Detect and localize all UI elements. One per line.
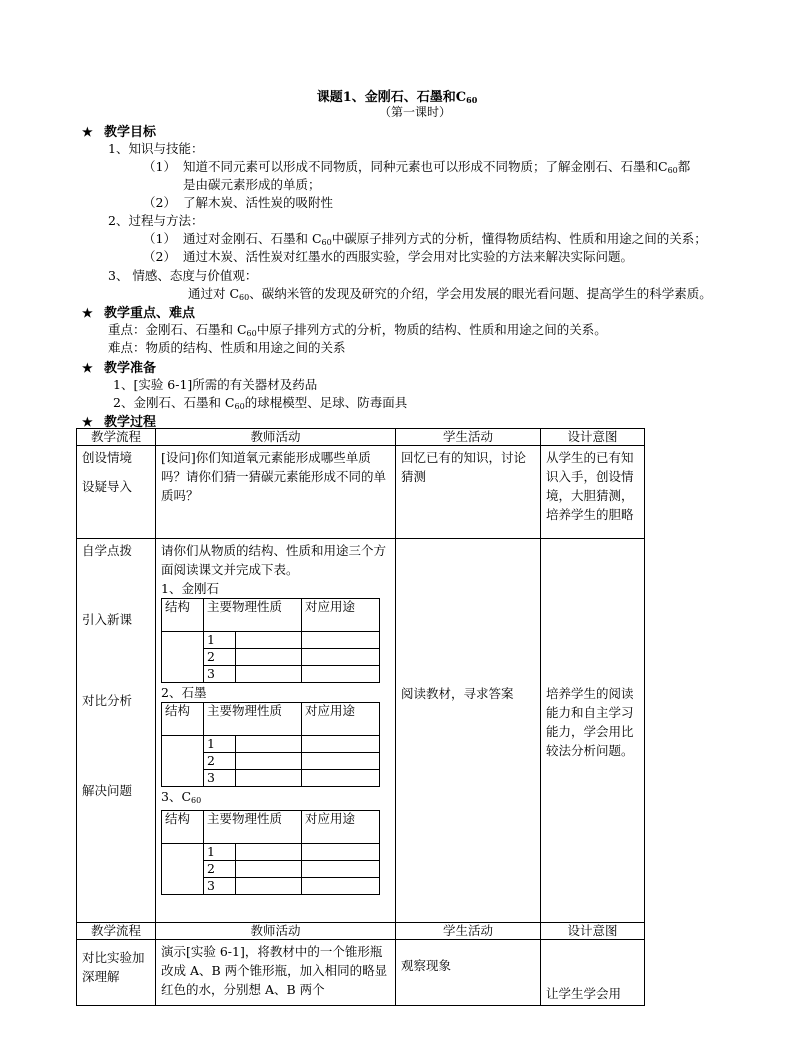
header-flow: 教学流程 bbox=[77, 429, 156, 446]
inner-cell bbox=[162, 632, 204, 683]
inner-cell bbox=[236, 753, 302, 770]
goal-p1-num: （1） bbox=[143, 231, 176, 246]
inner-cell bbox=[236, 632, 302, 649]
goal-p1-text: 通过对金刚石、石墨和 $C_{60}$中碳原子排列方式的分析，懂得物质结构、性质和用途之间的关系； bbox=[183, 231, 707, 247]
header-teacher: 教师活动 bbox=[156, 923, 396, 940]
inner-num: 3 bbox=[204, 878, 236, 895]
flow-label: 设疑导入 bbox=[82, 479, 133, 494]
c60-table bbox=[161, 810, 380, 895]
inner-cell bbox=[302, 666, 380, 683]
prep-item-1: 1、[实验 6-1]所需的有关器材及药品 bbox=[113, 377, 318, 392]
inner-head-property: 主要物理性质 bbox=[204, 703, 302, 736]
teacher-cell: [设问]你们知道氧元素能形成哪些单质吗？请你们猜一猜碳元素能形成不同的单质吗？ bbox=[156, 446, 396, 539]
inner-cell bbox=[236, 736, 302, 753]
graphite-label: 2、石墨 bbox=[161, 685, 207, 700]
goal-k2-num: （2） bbox=[143, 195, 176, 210]
inner-cell bbox=[236, 666, 302, 683]
inner-cell bbox=[302, 736, 380, 753]
graphite-table bbox=[161, 702, 380, 787]
inner-num: 3 bbox=[204, 666, 236, 683]
header-teacher: 教师活动 bbox=[156, 429, 396, 446]
goal-k1-num: （1） bbox=[143, 159, 176, 174]
student-cell bbox=[396, 940, 541, 1006]
inner-cell bbox=[236, 649, 302, 666]
header-intent: 设计意图 bbox=[541, 923, 645, 940]
inner-cell bbox=[302, 861, 380, 878]
student-cell bbox=[396, 539, 541, 923]
header-intent: 设计意图 bbox=[541, 429, 645, 446]
goal-k1-text: 知道不同元素可以形成不同物质，同种元素也可以形成不同物质；了解金刚石、石墨和$C_{60}$都 bbox=[183, 159, 691, 175]
inner-head-use: 对应用途 bbox=[302, 811, 380, 844]
table-header-row bbox=[77, 923, 645, 940]
inner-cell bbox=[236, 844, 302, 861]
table-row bbox=[77, 446, 645, 539]
header-student: 学生活动 bbox=[396, 923, 541, 940]
prep-item-2: 2、金刚石、石墨和 $C_{60}$的球棍模型、足球、防毒面具 bbox=[113, 395, 408, 411]
section-process: ★ 教学过程 bbox=[82, 415, 157, 430]
section-key: ★ 教学重点、难点 bbox=[82, 306, 196, 321]
inner-num: 1 bbox=[204, 844, 236, 861]
section-prep: ★ 教学准备 bbox=[82, 361, 157, 376]
header-flow: 教学流程 bbox=[77, 923, 156, 940]
flow-cell bbox=[77, 539, 156, 923]
flow-label: 引入新课 bbox=[82, 612, 133, 627]
inner-cell bbox=[302, 844, 380, 861]
teacher-cell: 演示[实验 6-1]，将教材中的一个锥形瓶改成 A、B 两个锥形瓶，加入相同的略显红色的水，分别想 A、B 两个 bbox=[156, 940, 396, 1006]
star-icon: ★ bbox=[82, 125, 93, 139]
inner-head-structure: 结构 bbox=[162, 703, 204, 736]
page-title: 课题1、金刚石、石墨和$C_{60}$ bbox=[316, 90, 478, 105]
inner-cell bbox=[162, 844, 204, 895]
intent-cell: 从学生的已有知识入手，创设情境，大胆猜测，培养学生的胆略 bbox=[541, 446, 645, 539]
header-student: 学生活动 bbox=[396, 429, 541, 446]
inner-cell bbox=[302, 632, 380, 649]
page-subtitle: （第一课时） bbox=[378, 105, 451, 119]
student-text: 阅读教材，寻求答案 bbox=[401, 686, 514, 701]
inner-head-structure: 结构 bbox=[162, 599, 204, 632]
inner-num: 1 bbox=[204, 736, 236, 753]
goal-attitude: 3、 情感、态度与价值观： bbox=[108, 268, 258, 283]
table-row bbox=[77, 539, 645, 923]
goal-attitude-text: 通过对 $C_{60}$、碳纳米管的发现及研究的介绍，学会用发展的眼光看问题、提高学生的科学素质。 bbox=[188, 286, 712, 302]
inner-head-property: 主要物理性质 bbox=[204, 811, 302, 844]
star-icon: ★ bbox=[82, 415, 93, 429]
inner-num: 2 bbox=[204, 861, 236, 878]
goal-p2-num: （2） bbox=[143, 249, 176, 264]
inner-head-use: 对应用途 bbox=[302, 599, 380, 632]
flow-cell bbox=[77, 446, 156, 539]
inner-cell bbox=[302, 770, 380, 787]
flow-label: 解决问题 bbox=[82, 783, 133, 798]
star-icon: ★ bbox=[82, 306, 93, 320]
student-text: 观察现象 bbox=[401, 958, 452, 973]
inner-num: 3 bbox=[204, 770, 236, 787]
inner-cell bbox=[236, 878, 302, 895]
flow-cell bbox=[77, 940, 156, 1006]
inner-head-structure: 结构 bbox=[162, 811, 204, 844]
goal-k1-text-cont: 是由碳元素形成的单质； bbox=[183, 177, 321, 192]
teacher-intro: 请你们从物质的结构、性质和用途三个方面阅读课文并完成下表。 bbox=[161, 543, 387, 577]
inner-head-property: 主要物理性质 bbox=[204, 599, 302, 632]
diamond-table bbox=[161, 598, 380, 683]
inner-cell bbox=[302, 753, 380, 770]
inner-cell bbox=[302, 649, 380, 666]
diamond-label: 1、金刚石 bbox=[161, 581, 219, 596]
flow-label: 对比分析 bbox=[82, 693, 133, 708]
flow-label: 自学点拨 bbox=[82, 543, 133, 558]
inner-num: 1 bbox=[204, 632, 236, 649]
table-header-row bbox=[77, 429, 645, 446]
intent-text: 培养学生的阅读能力和自主学习能力，学会用比较法分析问题。 bbox=[546, 686, 634, 758]
inner-head-use: 对应用途 bbox=[302, 703, 380, 736]
flow-label: 对比实验加深理解 bbox=[82, 950, 145, 984]
goal-p2-text: 通过木炭、活性炭对红墨水的西服实验，学会用对比实验的方法来解决实际问题。 bbox=[183, 249, 634, 264]
section-goals: ★ 教学目标 bbox=[82, 125, 157, 140]
goal-knowledge: 1、知识与技能： bbox=[108, 141, 204, 156]
inner-num: 2 bbox=[204, 753, 236, 770]
inner-cell bbox=[236, 770, 302, 787]
inner-num: 2 bbox=[204, 649, 236, 666]
teacher-cell bbox=[156, 539, 396, 923]
process-table bbox=[76, 428, 645, 1006]
inner-cell bbox=[162, 736, 204, 787]
difficult-point: 难点：物质的结构、性质和用途之间的关系 bbox=[108, 340, 346, 355]
goal-k2-text: 了解木炭、活性炭的吸附性 bbox=[183, 195, 334, 210]
student-cell: 回忆已有的知识，讨论猜测 bbox=[396, 446, 541, 539]
inner-cell bbox=[302, 878, 380, 895]
intent-cell bbox=[541, 539, 645, 923]
intent-cell: 让学生学会用 bbox=[541, 940, 645, 1006]
c60-label: 3、$C_{60}$ bbox=[161, 789, 202, 805]
flow-label: 创设情境 bbox=[82, 450, 133, 465]
table-row bbox=[77, 940, 645, 1006]
key-point: 重点：金刚石、石墨和 $C_{60}$中原子排列方式的分析，物质的结构、性质和用途之间的关系。 bbox=[108, 322, 607, 338]
star-icon: ★ bbox=[82, 361, 93, 375]
inner-cell bbox=[236, 861, 302, 878]
goal-process: 2、过程与方法： bbox=[108, 213, 204, 228]
